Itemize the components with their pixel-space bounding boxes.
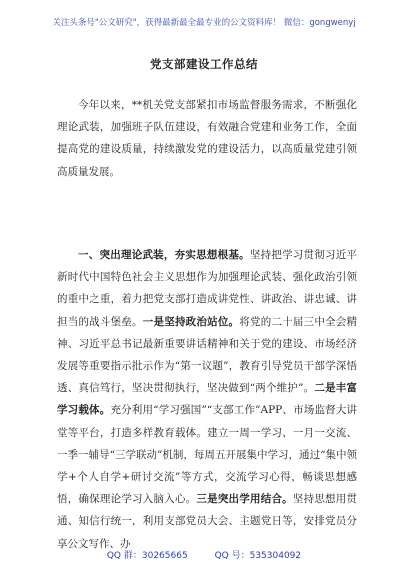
section-text-4: 坚持思想用贯通、知信行统一，利用支部党员大会、主题党日等，安排党员分享公文写作、办 — [57, 493, 358, 550]
header-promo-note: 关注头条号"公文研究"，获得最新最全最专业的公文资料库！ 微信：gongwenyj — [52, 18, 356, 28]
section-text-1: 坚持把学习贯彻习近平新时代中国特色社会主义思想作为加强理论武装、强化政治引领的重中之重，着力把党支部打造成讲党性、讲政治、讲忠诚、讲担当的战斗堡垒。 — [57, 249, 358, 328]
section-heading-1: 一、突出理论武装，夯实思想根基。 — [78, 249, 250, 261]
section-one-paragraph — [57, 244, 357, 555]
intro-paragraph-block — [57, 94, 357, 183]
footer-contact — [0, 548, 408, 561]
subheading-political-stance: 一是坚持政治站位。 — [142, 315, 240, 328]
footer-qq-number: QQ 号：535304092 — [214, 551, 302, 561]
section-text-3: 充分利用“学习强国”“支部工作”APP、市场监督大讲堂等平台，打造多样教育载体。建立一周一学习、一月一交流、一季一辅导“三学联动”机制，每周五开展集中学习，通过“集中领学+个人自学+研讨交流”等方式，交流学习心得，畅谈思想感悟，确保理论学习入脑入心。 — [57, 404, 358, 506]
intro-paragraph: 今年以来，**机关党支部紧扣市场监督服务需求，不断强化理论武装，加强班子队伍建设，有效融合党建和业务工作，全面提高党的建设质量，持续激发党的建设活力，以高质量党建引领高质量发展。 — [57, 99, 357, 178]
section-text-2: 将党的二十届三中全会精神、习近平总书记最新重要讲话精神和关于党的建设、市场经济发展等重要指示批示作为“第一议题”，教育引导党员干部学深悟透、真信笃行，坚决贯彻执行，坚决做到“两个维护”。 — [57, 315, 358, 395]
section-one-block — [57, 244, 357, 555]
subheading-learning-application: 三是突出学用结合。 — [196, 493, 293, 506]
document-title: 党支部建设工作总结 — [150, 57, 258, 71]
footer-qq-group: QQ 群：30265665 — [106, 551, 188, 561]
subheading-learning-carriers: 二是丰富学习载体。 — [57, 382, 357, 417]
